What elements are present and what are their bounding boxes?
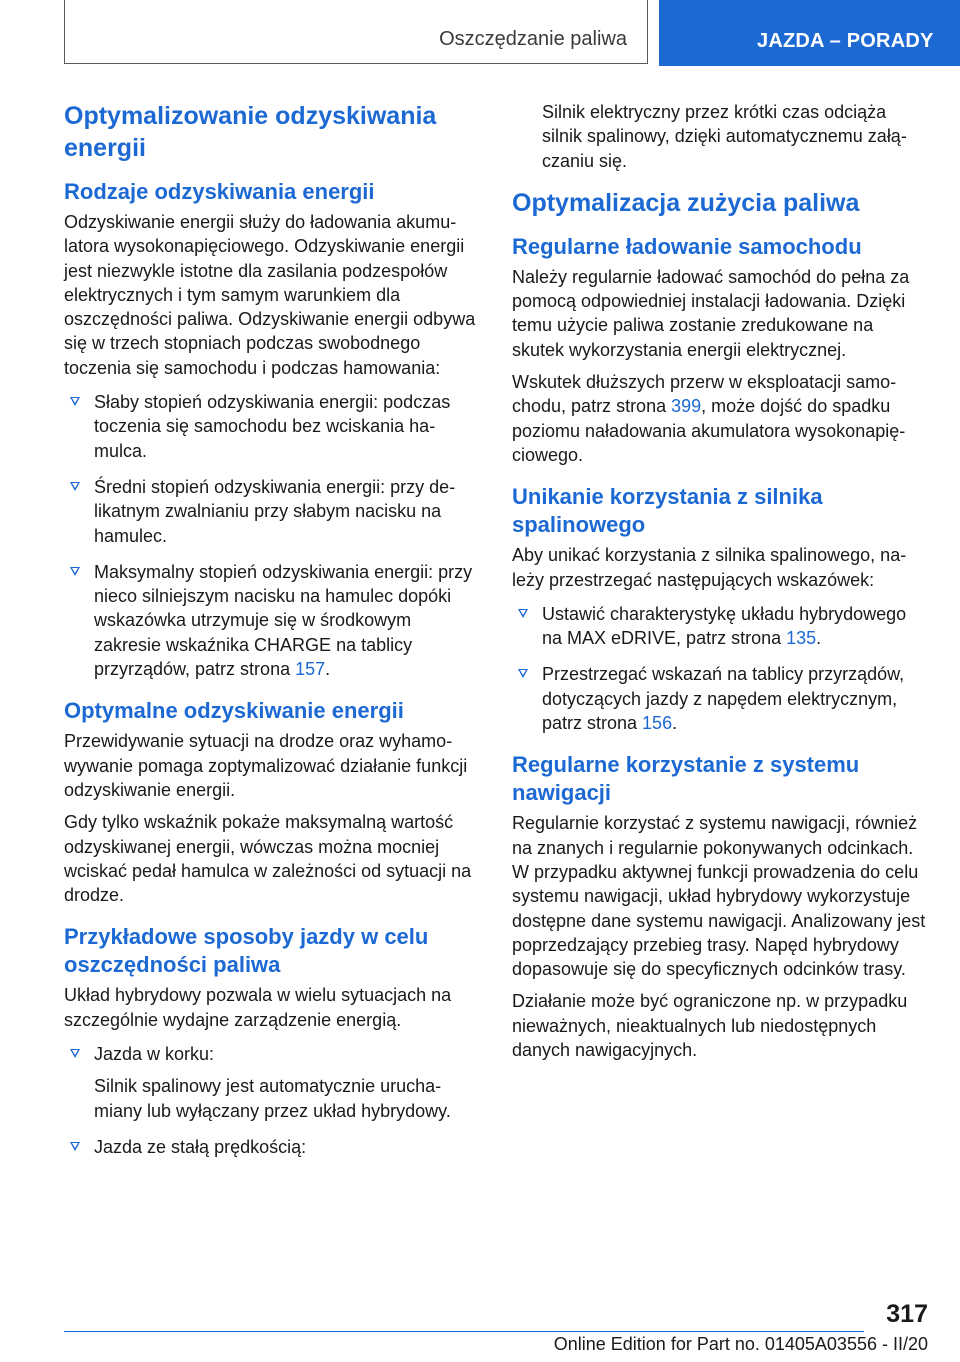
list-item: Jazda w korku: Silnik spalinowy jest automatycznie uruchamiany lub wyłączany przez układ hybrydowy. [64, 1042, 476, 1123]
heading-navigation-use: Regularne korzystanie z systemu nawigacji [512, 752, 860, 806]
page-number: 317 [886, 1300, 928, 1328]
list-item: Maksymalny stopień odzyskiwania energii: przy nieco silniejszym nacisku na hamulec dopóki wskazówka utrzymuje się w środkowym zakresie wskaźnika CHARGE na tablicy przyrządów, patrz strona 157. [64, 560, 476, 681]
paragraph: Gdy tylko wskaźnik pokaże maksymalną wartość odzyskiwanej energii, wówczas można mocniej wciskać pedał hamulca w zależności od sytuacji na drodze. [64, 812, 472, 906]
page-link-156[interactable]: 156 [642, 713, 673, 734]
heading-regular-charging: Regularne ładowanie samochodu [512, 233, 862, 259]
paragraph: Regularnie korzystać z systemu nawigacji, również na znanych i regularnie pokonywanych odcinkach. W przypadku aktywnej funkcji prowadzenia do celu systemu nawigacji, układ hybrydowy wykorzystuje dostępne dane systemu nawigacji. Analizowany jest poprzedzający przebieg trasy. Napęd hybrydowy dopasowuje się do specyficznych odcinków trasy. [512, 813, 926, 980]
paragraph: Odzyskiwanie energii służy do ładowania akumulatora wysokonapięciowego. Odzyskiwanie energii jest niezwykle istotne dla zasilania podzespołów elektrycznych i tym samym warunkiem dla oszczędności paliwa. Odzyskiwanie energii odbywa się w trzech stopniach podczas swobodnego toczenia się samochodu i podczas hamowania: [64, 212, 476, 378]
bullet-triangle-icon [518, 669, 528, 678]
list-item: Słaby stopień odzyskiwania energii: podczas toczenia się samochodu bez wciskania hamulca. [64, 390, 476, 463]
recovery-levels-list [64, 390, 476, 681]
list-item-detail: Silnik spalinowy jest automatycznie uruchamiany lub wyłączany przez układ hybrydowy. [94, 1076, 451, 1121]
header-frame [64, 0, 648, 64]
bullet-triangle-icon [518, 609, 528, 618]
right-column [512, 100, 930, 1070]
bullet-triangle-icon [70, 1142, 80, 1151]
heading-optimal-recovery: Optymalne odzyskiwanie energii [64, 698, 404, 724]
footer-rule [64, 1331, 864, 1332]
list-continuation: Silnik elektryczny przez krótki czas odciąża silnik spalinowy, dzięki automatycznemu załączaniu się. [542, 102, 907, 171]
heading-fuel-optimization: Optymalizacja zużycia paliwa [512, 188, 860, 217]
section-title: Oszczędzanie paliwa [439, 28, 627, 50]
heading-recovery-types: Rodzaje odzyskiwania energii [64, 179, 375, 204]
paragraph: Aby unikać korzystania z silnika spalinowego, należy przestrzegać następujących wskazówek: [512, 545, 907, 590]
bullet-triangle-icon [70, 482, 80, 491]
paragraph: Układ hybrydowy pozwala w wielu sytuacjach na szczególnie wydajne zarządzenie energią. [64, 985, 452, 1030]
page-link-157[interactable]: 157 [295, 659, 326, 680]
paragraph: Wskutek dłuższych przerw w eksploatacji samochodu, patrz strona 399, może dojść do spadku poziomu naładowania akumulatora wysokonapięciowego. [512, 372, 906, 465]
heading-driving-examples: Przykładowe sposoby jazdy w celu oszczędności paliwa [64, 924, 429, 978]
page-header [0, 0, 960, 66]
bullet-triangle-icon [70, 567, 80, 576]
page-link-399[interactable]: 399 [671, 396, 702, 417]
paragraph: Przewidywanie sytuacji na drodze oraz wyhamowywanie pomaga zoptymalizować działanie funkcji odzyskiwanie energii. [64, 731, 468, 800]
edition-footer: Online Edition for Part no. 01405A03556 - II/20 [553, 1334, 928, 1354]
list-item: Średni stopień odzyskiwania energii: przy delikatnym zwalnianiu przy słabym nacisku na hamulec. [64, 475, 476, 548]
paragraph: Należy regularnie ładować samochód do pełna za pomocą odpowiedniej instalacji ładowania. Dzięki temu użycie paliwa zostanie zredukowane na skutek wykorzystania energii elektrycznej. [512, 266, 910, 360]
paragraph: Działanie może być ograniczone np. w przypadku nieważnych, nieaktualnych lub niedostępnych danych nawigacyjnych. [512, 991, 908, 1061]
list-item: Ustawić charakterystykę układu hybrydowego na MAX eDRIVE, patrz strona 135. [512, 602, 930, 651]
bullet-triangle-icon [70, 1049, 80, 1058]
heading-avoid-combustion: Unikanie korzystania z silnika spalinowego [512, 484, 823, 538]
avoid-combustion-list [512, 602, 930, 735]
heading-energy-recovery: Optymalizowanie odzyskiwania energii [64, 102, 437, 162]
page-link-135[interactable]: 135 [786, 628, 817, 649]
left-column [64, 100, 476, 1171]
bullet-triangle-icon [70, 397, 80, 406]
list-item: Jazda ze stałą prędkością: [64, 1135, 476, 1159]
list-item: Przestrzegać wskazań na tablicy przyrządów, dotyczących jazdy z napędem elektrycznym, patrz strona 156. [512, 662, 930, 735]
driving-examples-list [64, 1042, 476, 1159]
chapter-tab[interactable]: JAZDA – PORADY [659, 0, 960, 66]
